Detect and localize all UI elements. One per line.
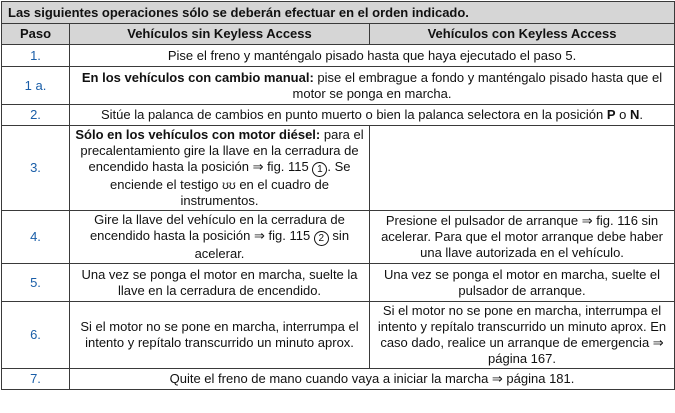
step-text-con-keyless: Presione el pulsador de arranque ⇒ fig. 116 sin acelerar. Para que el motor arranque debe haber una llave autorizada en el vehículo. bbox=[370, 211, 675, 264]
step-number: 6. bbox=[2, 302, 70, 369]
step-text: Sitúe la palanca de cambios en punto muerto o bien la palanca selectora en la posición P o N. bbox=[70, 105, 675, 126]
step-number: 3. bbox=[2, 126, 70, 211]
step-number: 5. bbox=[2, 264, 70, 302]
table-row bbox=[2, 302, 675, 369]
figure-reference-link[interactable]: ⇒ fig. 115 bbox=[254, 228, 311, 243]
step-text-con-keyless: Una vez se ponga el motor en marcha, suelte el pulsador de arranque. bbox=[370, 264, 675, 302]
step-number: 1 a. bbox=[2, 67, 70, 105]
figure-reference-link[interactable]: ⇒ fig. 116 bbox=[581, 213, 638, 228]
step-number: 4. bbox=[2, 211, 70, 264]
figure-reference-link[interactable]: ⇒ fig. 115 bbox=[252, 159, 309, 174]
step-text: Pise el freno y manténgalo pisado hasta que haya ejecutado el paso 5. bbox=[70, 45, 675, 67]
step-number: 2. bbox=[2, 105, 70, 126]
instructions-table bbox=[1, 1, 675, 390]
page-reference-link[interactable]: ⇒ página 181 bbox=[491, 371, 571, 386]
step-text-sin-keyless: Gire la llave del vehículo en la cerradura de encendido hasta la posición ⇒ fig. 115 2 sin acelerar. bbox=[70, 211, 370, 264]
page-reference-link[interactable]: ⇒ página 167 bbox=[488, 335, 664, 366]
step-text-con-keyless: Si el motor no se pone en marcha, interrumpa el intento y repítalo transcurrido un minuto aprox. En caso dado, realice un arranque de emergencia ⇒ página 167. bbox=[370, 302, 675, 369]
header-sin-keyless: Vehículos sin Keyless Access bbox=[70, 24, 370, 45]
glow-plug-warning-icon: ʊʊ bbox=[222, 178, 236, 192]
table-row bbox=[2, 264, 675, 302]
step-text: Quite el freno de mano cuando vaya a iniciar la marcha ⇒ página 181. bbox=[70, 369, 675, 390]
step-number: 1. bbox=[2, 45, 70, 67]
table-row bbox=[2, 67, 675, 105]
table-row bbox=[2, 369, 675, 390]
empty-cell bbox=[370, 126, 675, 211]
step-number: 7. bbox=[2, 369, 70, 390]
header-con-keyless: Vehículos con Keyless Access bbox=[370, 24, 675, 45]
table-row bbox=[2, 45, 675, 67]
step-bold-lead: Sólo en los vehículos con motor diésel: bbox=[75, 127, 321, 142]
step-text-sin-keyless: Si el motor no se pone en marcha, interrumpa el intento y repítalo transcurrido un minuto aprox. bbox=[70, 302, 370, 369]
step-bold-lead: En los vehículos con cambio manual: bbox=[81, 69, 314, 85]
step-text: En los vehículos con cambio manual: pise el embrague a fondo y manténgalo pisado hasta que el motor se ponga en marcha. bbox=[70, 67, 675, 105]
table-row bbox=[2, 126, 675, 211]
table-caption: Las siguientes operaciones sólo se deberán efectuar en el orden indicado. bbox=[2, 2, 675, 24]
step-text-sin-keyless: Una vez se ponga el motor en marcha, suelte la llave en la cerradura de encendido. bbox=[70, 264, 370, 302]
step-text-sin-keyless: Sólo en los vehículos con motor diésel: para el precalentamiento gire la llave en la cerradura de encendido hasta la posición ⇒ fig. 115 1 . Se enciende el testigo ʊʊ en el cuadro de instrumentos. bbox=[70, 126, 370, 211]
header-paso: Paso bbox=[2, 24, 70, 45]
table-row bbox=[2, 105, 675, 126]
circled-number-marker: 2 bbox=[314, 231, 329, 246]
circled-number-marker: 1 bbox=[312, 162, 327, 177]
table-row bbox=[2, 211, 675, 264]
